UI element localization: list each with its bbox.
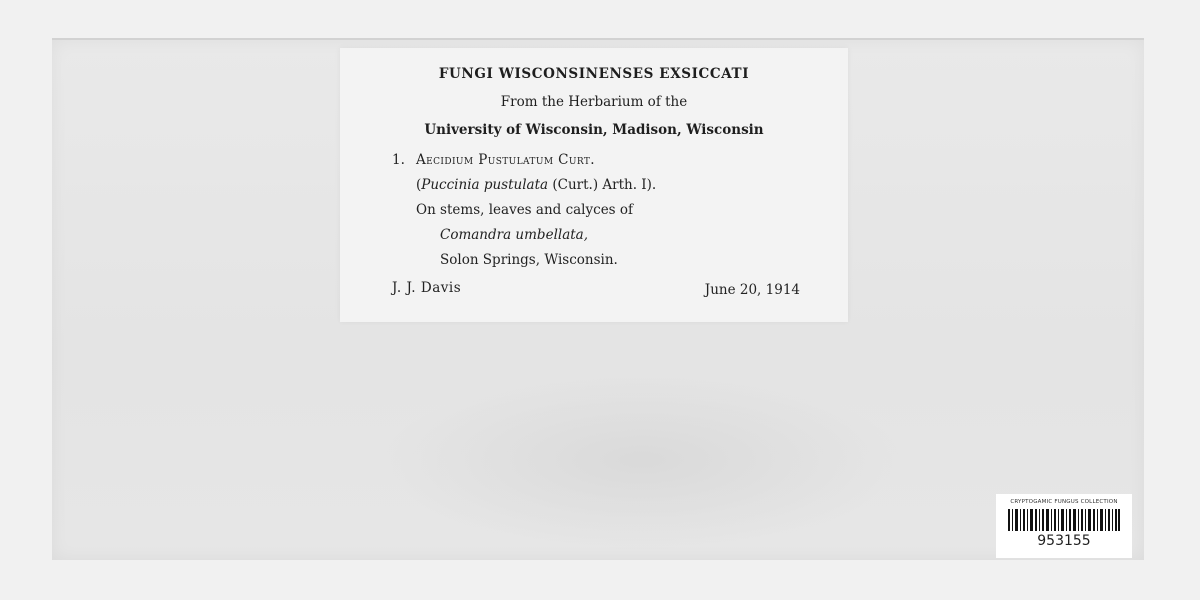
label-institution: University of Wisconsin, Madison, Wisconsin: [424, 122, 764, 138]
synonym-authority: (Curt.) Arth. I).: [548, 177, 657, 193]
barcode-number: 953155: [1037, 533, 1091, 549]
barcode-caption: CRYPTOGAMIC FUNGUS COLLECTION: [1010, 499, 1118, 505]
entry-substrate: On stems, leaves and calyces of: [416, 202, 634, 218]
label-title: FUNGI WISCONSINENSES EXSICCATI: [438, 66, 750, 82]
entry-host: Comandra umbellata,: [440, 227, 589, 243]
collector-name: J. J. Davis: [392, 280, 462, 296]
barcode-label: [996, 494, 1132, 558]
barcode-icon: [1008, 509, 1120, 531]
label-subtitle: From the Herbarium of the: [500, 94, 688, 110]
entry-synonym: [416, 177, 656, 193]
collection-date: June 20, 1914: [704, 282, 800, 298]
synonym-name: Puccinia pustulata: [421, 177, 549, 193]
envelope-stain: [382, 370, 902, 550]
entry-number: 1.: [392, 152, 405, 168]
entry-species: Aecidium Pustulatum Curt.: [416, 152, 595, 168]
specimen-label: [340, 48, 848, 322]
entry-locality: Solon Springs, Wisconsin.: [440, 252, 618, 268]
synonym-open-paren: (: [416, 177, 422, 193]
